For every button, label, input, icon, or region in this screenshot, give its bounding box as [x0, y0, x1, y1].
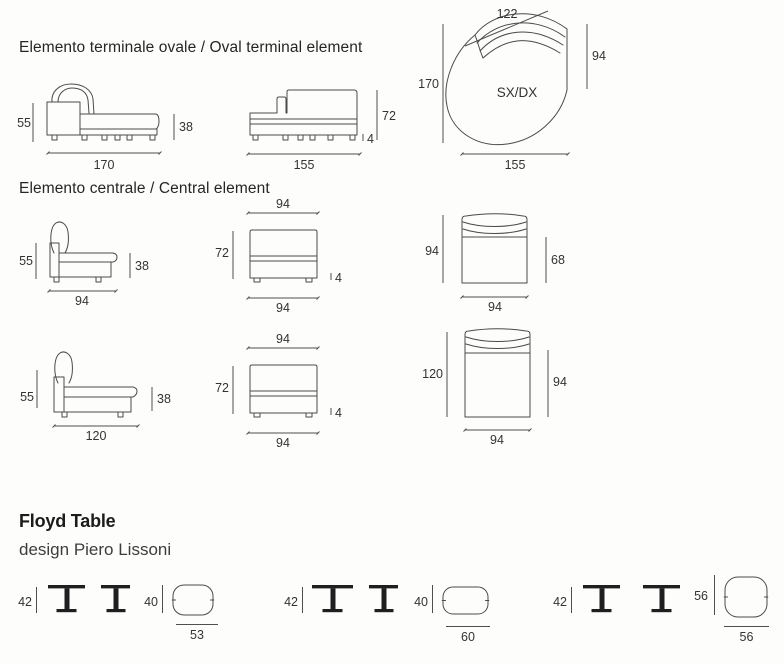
table-silhouette: [643, 585, 680, 612]
table1-top-height-line: [162, 585, 163, 613]
dim-foot-label: 4: [335, 271, 342, 285]
plan-outline: [465, 329, 530, 417]
table3-width-label: 56: [739, 630, 754, 644]
table2-width-label: 60: [461, 630, 475, 644]
sofa-front-outline: [250, 230, 317, 282]
tabletop-outline: [172, 585, 214, 615]
sofa-front-outline: [250, 90, 357, 140]
sofa-front-outline: [250, 365, 317, 417]
oval-terminal-side-view-drawing: [8, 80, 208, 175]
oval-plan-outline: [446, 14, 567, 145]
table-silhouette: [583, 585, 620, 612]
central-120-plan-view-drawing: [415, 325, 580, 455]
central-94-front-view-drawing: [210, 195, 350, 320]
floyd-table-designer: design Piero Lissoni: [19, 540, 172, 559]
tabletop-outline: [724, 577, 768, 617]
table2-front-view-drawing: [368, 584, 400, 614]
dim-width-label: 94: [488, 300, 502, 314]
central-94-side-view-drawing: [10, 215, 160, 315]
dim-depth-left-label: 120: [422, 367, 443, 381]
dim-depth-left-label: 170: [418, 77, 439, 91]
dim-height-label: 72: [215, 381, 229, 395]
dim-seat-height-label: 38: [157, 392, 171, 406]
table3-front-view-drawing: [642, 584, 682, 614]
table3-height-line: [571, 587, 572, 613]
table2-top-height-line: [432, 585, 433, 613]
dim-depth-right-label: 94: [553, 375, 567, 389]
dim-depth-label: 94: [75, 294, 89, 308]
table2-height-label: 42: [284, 595, 298, 609]
dim-depth-label: 120: [85, 429, 107, 443]
dim-height-label: 55: [20, 390, 34, 404]
table-silhouette: [312, 585, 353, 612]
table1-top-height-label: 40: [144, 595, 158, 609]
table2-top-height-label: 40: [414, 595, 428, 609]
plan-outline: [462, 214, 527, 283]
table3-top-height-label: 56: [694, 589, 708, 603]
table2-top-plan-drawing: [442, 586, 489, 615]
central-section-title: Elemento centrale / Central element: [19, 180, 270, 197]
central-120-front-view-drawing: [210, 330, 350, 455]
central-120-side-view-drawing: [10, 345, 190, 450]
dim-depth-right-label: 94: [592, 49, 606, 63]
dim-foot-label: 4: [335, 406, 342, 420]
table1-width-label: 53: [190, 628, 204, 642]
table3-height-label: 42: [553, 595, 567, 609]
dim-foot-label: 4: [367, 132, 374, 146]
table3-width-line: [724, 626, 769, 627]
table-silhouette: [48, 585, 85, 612]
dim-width-bottom-label: 94: [276, 301, 290, 315]
dim-width-label: 155: [293, 158, 315, 172]
table3-side-view-drawing: [582, 584, 622, 614]
table2-height-line: [302, 587, 303, 613]
table1-top-plan-drawing: [172, 584, 214, 616]
table1-front-view-drawing: [100, 584, 132, 614]
dim-depth-left-label: 94: [425, 244, 439, 258]
table1-width-line: [176, 624, 218, 625]
dim-depth-right-label: 68: [551, 253, 565, 267]
dim-width-top-label: 94: [276, 332, 290, 346]
table2-side-view-drawing: [311, 584, 355, 614]
dim-back-width-label: 122: [496, 7, 518, 21]
table1-height-label: 42: [18, 595, 32, 609]
table-silhouette: [101, 585, 130, 612]
dim-seat-height-label: 38: [135, 259, 149, 273]
dim-width-label: 94: [490, 433, 504, 447]
table1-height-line: [36, 587, 37, 613]
table1-side-view-drawing: [47, 584, 87, 614]
dimension-lines: [443, 215, 546, 299]
dim-height-label: 72: [382, 109, 396, 123]
sofa-side-outline: [50, 222, 117, 282]
oval-terminal-plan-view-drawing: [415, 2, 610, 174]
sofa-side-outline: [54, 352, 137, 417]
orientation-label: SX/DX: [496, 85, 538, 100]
dim-width-bottom-label: 94: [276, 436, 290, 450]
oval-terminal-section-title: Elemento terminale ovale / Oval terminal element: [19, 39, 363, 56]
tabletop-outline: [442, 587, 489, 614]
dim-height-label: 55: [17, 116, 31, 130]
table3-top-plan-drawing: [724, 576, 768, 618]
central-94-plan-view-drawing: [415, 205, 580, 320]
dim-width-top-label: 94: [276, 197, 290, 211]
dim-seat-height-label: 38: [179, 120, 193, 134]
dim-height-label: 72: [215, 246, 229, 260]
dim-height-label: 55: [19, 254, 33, 268]
oval-terminal-front-view-drawing: [240, 80, 400, 175]
dim-width-label: 170: [93, 158, 115, 172]
sofa-side-outline: [47, 84, 159, 140]
floyd-table-title: Floyd Table: [19, 511, 116, 531]
dim-width-label: 155: [504, 158, 526, 172]
table2-width-line: [446, 626, 490, 627]
table-silhouette: [369, 585, 398, 612]
table3-top-height-line: [714, 575, 715, 615]
